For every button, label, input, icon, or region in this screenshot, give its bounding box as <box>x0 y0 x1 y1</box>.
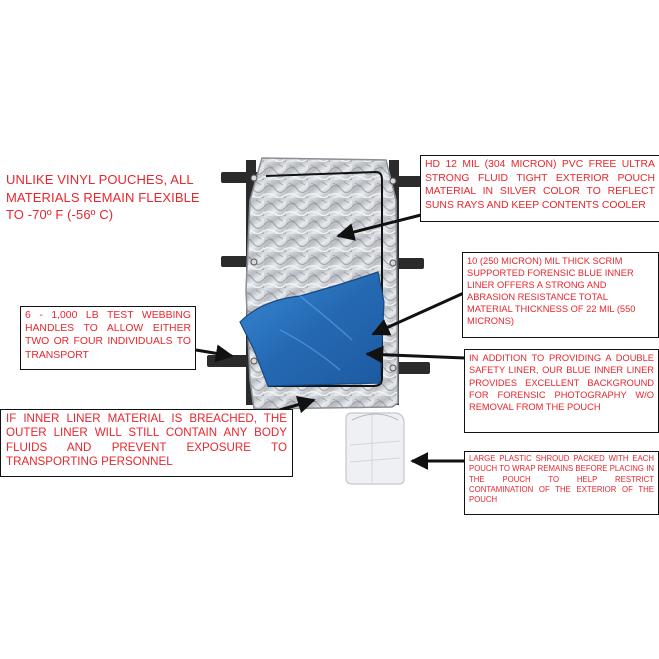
callout-scrim-liner: 10 (250 MICRON) MIL THICK SCRIM SUPPORTED FORENSIC BLUE INNER LINER OFFERS A STRONG AND ABRASION RESISTANCE TOTAL MATERIAL THICKNESS OF 22 MIL (550 MICRONS) <box>462 252 659 338</box>
callout-flexible: UNLIKE VINYL POUCHES, ALL MATERIALS REMAIN FLEXIBLE TO -70º F (-56º C) <box>6 172 200 223</box>
callout-breach-protection: IF INNER LINER MATERIAL IS BREACHED, THE OUTER LINER WILL STILL CONTAIN ANY BODY FLUIDS AND PREVENT EXPOSURE TO TRANSPORTING PERSONNEL <box>0 409 293 477</box>
callout-plastic-shroud: LARGE PLASTIC SHROUD PACKED WITH EACH POUCH TO WRAP REMAINS BEFORE PLACING IN THE POUCH TO HELP RESTRICT CONTAMINATION OF THE EXTERIOR OF THE POUCH <box>464 451 659 515</box>
plastic-shroud <box>346 413 404 484</box>
callout-webbing-handles: 6 - 1,000 LB TEST WEBBING HANDLES TO ALLOW EITHER TWO OR FOUR INDIVIDUALS TO TRANSPORT <box>20 306 196 370</box>
callout-double-safety-liner: IN ADDITION TO PROVIDING A DOUBLE SAFETY LINER, OUR BLUE INNER LINER PROVIDES EXCELLENT BACKGROUND FOR FORENSIC PHOTOGRAPHY W/O REMOVAL FROM THE POUCH <box>464 349 659 433</box>
callout-exterior-material: HD 12 MIL (304 MICRON) PVC FREE ULTRA STRONG FLUID TIGHT EXTERIOR POUCH MATERIAL IN SILVER COLOR TO REFLECT SUNS RAYS AND KEEP CONTENTS COOLER <box>420 155 659 222</box>
